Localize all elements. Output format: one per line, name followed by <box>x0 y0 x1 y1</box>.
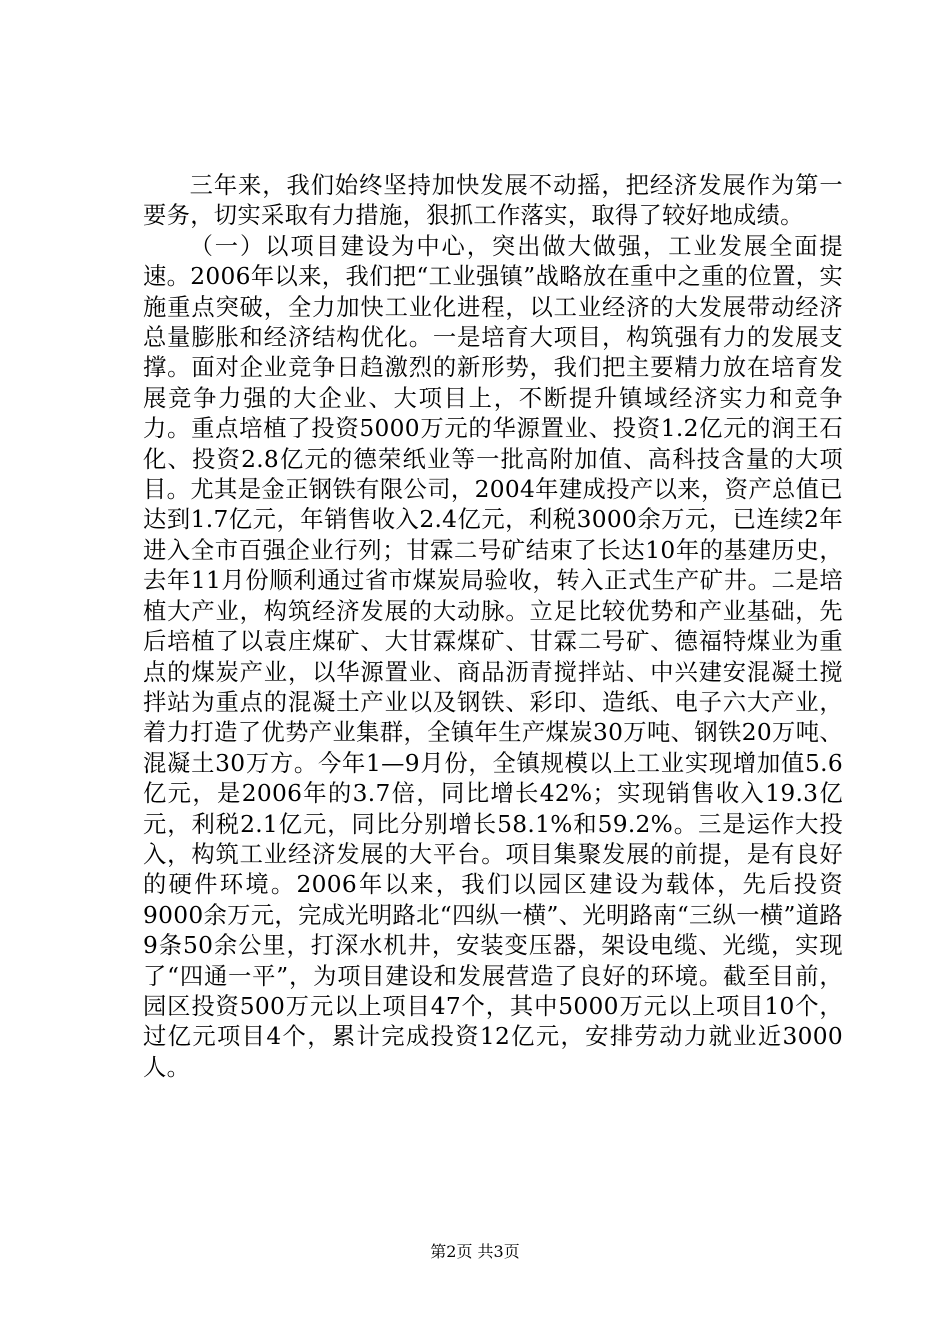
paragraph-industry: （一）以项目建设为中心，突出做大做强，工业发展全面提速。2006年以来，我们把“工业强镇”战略放在重中之重的位置，实施重点突破，全力加快工业化进程，以工业经济的大发展带动经济总量膨胀和经济结构优化。一是培育大项目，构筑强有力的发展支撑。面对企业竞争日趋激烈的新形势，我们把主要精力放在培育发展竞争力强的大企业、大项目上，不断提升镇域经济实力和竞争力。重点培植了投资5000万元的华源置业、投资1.2亿元的润王石化、投资2.8亿元的德荣纸业等一批高附加值、高科技含量的大项目。尤其是金正钢铁有限公司，2004年建成投产以来，资产总值已达到1.7亿元，年销售收入2.4亿元，利税3000余万元，已连续2年进入全市百强企业行列；甘霖二号矿结束了长达10年的基建历史，去年11月份顺利通过省市煤炭局验收，转入正式生产矿井。二是培植大产业，构筑经济发展的大动脉。立足比较优势和产业基础，先后培植了以袁庄煤矿、大甘霖煤矿、甘霖二号矿、德福特煤业为重点的煤炭产业，以华源置业、商品沥青搅拌站、中兴建安混凝土搅拌站为重点的混凝土产业以及钢铁、彩印、造纸、电子六大产业，着力打造了优势产业集群，全镇年生产煤炭30万吨、钢铁20万吨、混凝土30万方。今年1—9月份，全镇规模以上工业实现增加值5.6亿元，是2006年的3.7倍，同比增长42%；实现销售收入19.3亿元，利税2.1亿元，同比分别增长58.1%和59.2%。三是运作大投入，构筑工业经济发展的大平台。项目集聚发展的前提，是有良好的硬件环境。2006年以来，我们以园区建设为载体，先后投资9000余万元，完成光明路北“四纵一横”、光明路南“三纵一横”道路9条50余公里，打深水机井，安装变压器，架设电缆、光缆，实现了“四通一平”，为项目建设和发展营造了良好的环境。截至目前，园区投资500万元以上项目47个，其中5000万元以上项目10个，过亿元项目4个，累计完成投资12亿元，安排劳动力就业近3000人。 <box>143 232 843 1081</box>
paragraph-intro: 三年来，我们始终坚持加快发展不动摇，把经济发展作为第一要务，切实采取有力措施，狠抓工作落实，取得了较好地成绩。 <box>143 172 843 230</box>
body-text <box>143 171 843 1083</box>
page-number-footer: 第2页 共3页 <box>430 1242 520 1261</box>
